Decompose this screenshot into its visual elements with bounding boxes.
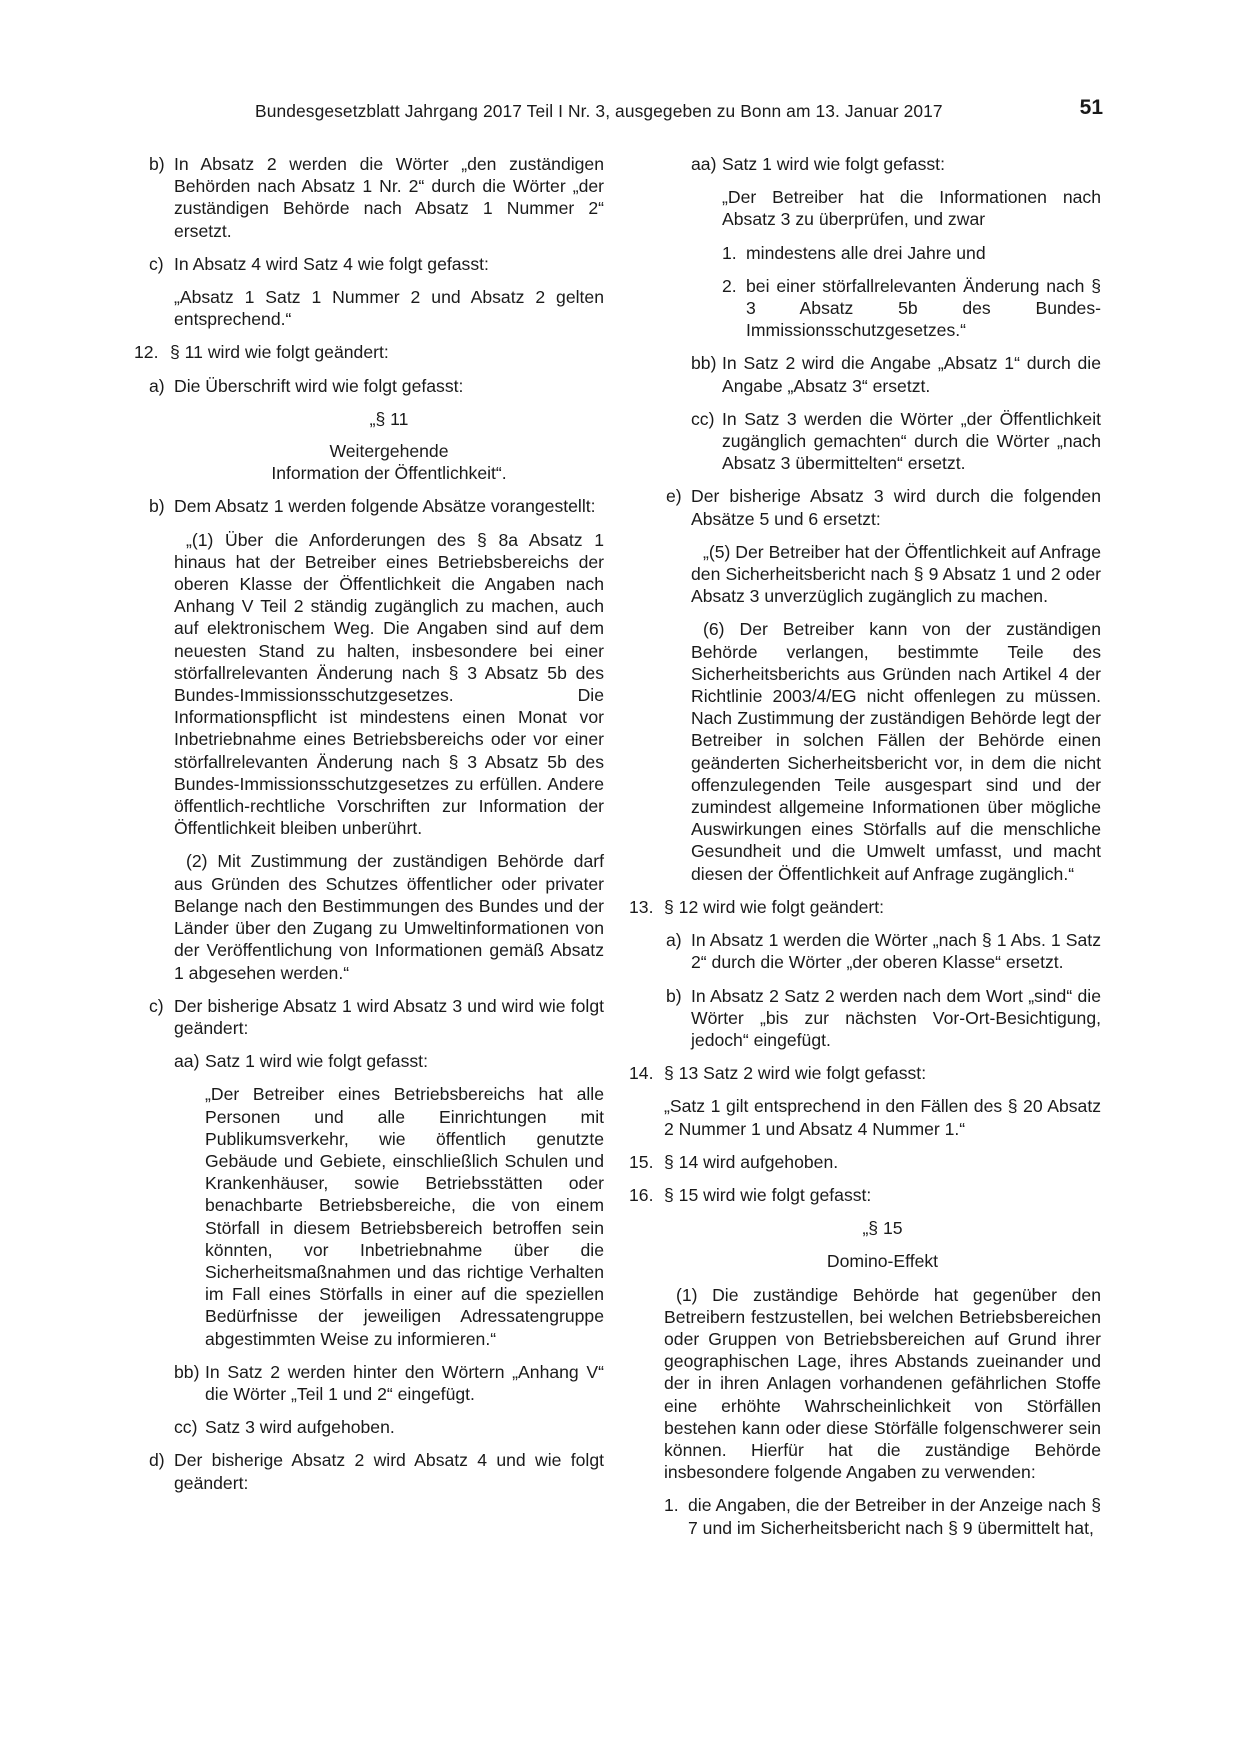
item-label: 1. — [722, 242, 737, 263]
item-label: b) — [149, 496, 165, 517]
item-label: a) — [149, 375, 165, 396]
item-label: bb) — [174, 1361, 200, 1382]
item-label: d) — [149, 1450, 165, 1471]
item-label: cc) — [174, 1417, 198, 1438]
amendment-item — [629, 1184, 1101, 1206]
quoted-text: „Satz 1 gilt entsprechend in den Fällen des § 20 Absatz 2 Nummer 1 und Absatz 4 Nummer 1.“ — [664, 1096, 1101, 1139]
section-heading: Domino-Effekt — [826, 1251, 939, 1272]
item-label: c) — [149, 253, 164, 274]
amendment-subitem — [174, 1050, 604, 1072]
section-number: „§ 15 — [862, 1218, 903, 1239]
amendment-subitem — [691, 352, 1101, 396]
amendment-item — [629, 1062, 1101, 1084]
item-text: In Satz 3 werden die Wörter „der Öffentlichkeit zugänglich gemachten“ durch die Wörter „nach Absatz 3 übermittelten“ ersetzt. — [722, 408, 1101, 474]
item-text: In Absatz 1 werden die Wörter „nach § 1 Abs. 1 Satz 2“ durch die Wörter „der oberen Klasse“ ersetzt. — [691, 930, 1101, 973]
item-text: § 12 wird wie folgt geändert: — [664, 896, 885, 917]
item-label: 14. — [629, 1063, 654, 1084]
item-label: aa) — [691, 154, 717, 174]
quoted-text: „Der Betreiber eines Betriebsbereichs hat alle Personen und alle Einrichtungen mit Publikumsverkehr, wie öffentlich genutzte Gebäude und Gebiete, einschließlich Schulen und Krankenhäuser, sowie Betriebsstätten oder benachbarte Betriebsbereiche, die von einem Störfall in diesem Betriebsbereich betroffen sein könnten, vor Inbetriebnahme über die Sicherheitsmaßnahmen und das richtige Verhalten im Fall eines Störfalls in einer auf die speziellen Bedürfnisse der jeweiligen Adressatengruppe abgestimmten Weise zu informieren.“ — [205, 1084, 604, 1349]
item-text: Der bisherige Absatz 1 wird Absatz 3 und wird wie folgt geändert: — [174, 995, 604, 1038]
amendment-item — [666, 985, 1101, 1052]
item-text: bei einer störfallrelevanten Änderung nach § 3 Absatz 5b des Bundes-Immissionsschutzgesetzes.“ — [746, 275, 1101, 341]
item-label: bb) — [691, 353, 717, 374]
item-text: Die Überschrift wird wie folgt gefasst: — [174, 375, 464, 396]
item-text: In Satz 2 wird die Angabe „Absatz 1“ durch die Angabe „Absatz 3“ ersetzt. — [722, 353, 1101, 396]
item-text: § 14 wird aufgehoben. — [664, 1151, 839, 1172]
item-label: aa) — [174, 1051, 200, 1072]
amendment-item — [134, 341, 604, 363]
quoted-paragraph: (2) Mit Zustimmung der zuständigen Behörde darf aus Gründen des Schutzes öffentlicher oder privater Belange nach den Bestimmungen des Bundes und der Länder über den Zugang zu Umweltinformationen von der Veröffentlichung von Informationen gemäß Absatz 1 abgesehen werden.“ — [174, 851, 604, 983]
amendment-item — [149, 153, 604, 242]
page-number: 51 — [1079, 96, 1103, 119]
quoted-paragraph: „(5) Der Betreiber hat der Öffentlichkeit auf Anfrage den Sicherheitsbericht nach § 9 Absatz 1 und 2 oder Absatz 3 unverzüglich zugänglich zu machen. — [691, 541, 1101, 607]
left-column — [134, 153, 604, 1505]
item-text: § 11 wird wie folgt geändert: — [170, 342, 389, 363]
quoted-text: „Absatz 1 Satz 1 Nummer 2 und Absatz 2 gelten entsprechend.“ — [174, 287, 604, 330]
amendment-item — [149, 375, 604, 397]
item-text: Der bisherige Absatz 2 wird Absatz 4 und wie folgt geändert: — [174, 1450, 604, 1493]
item-label: b) — [149, 154, 165, 174]
item-label: a) — [666, 930, 682, 951]
right-column — [629, 153, 1101, 1550]
amendment-item — [629, 896, 1101, 918]
amendment-item — [666, 485, 1101, 529]
amendment-item — [666, 929, 1101, 973]
item-text: § 13 Satz 2 wird wie folgt gefasst: — [664, 1063, 927, 1084]
section-heading: Weitergehende — [329, 441, 449, 462]
item-label: e) — [666, 486, 682, 507]
item-text: § 15 wird wie folgt gefasst: — [664, 1184, 872, 1205]
item-text: Satz 1 wird wie folgt gefasst: — [205, 1051, 428, 1072]
amendment-item — [149, 1449, 604, 1493]
item-text: die Angaben, die der Betreiber in der Anzeige nach § 7 und im Sicherheitsbericht nach § 9 übermittelt hat, — [688, 1495, 1101, 1538]
item-text: In Absatz 2 werden die Wörter „den zuständigen Behörden nach Absatz 1 Nr. 2“ durch die Wörter „der zuständigen Behörde nach Absatz 1 Nummer 2“ ersetzt. — [174, 154, 604, 241]
quoted-text: „Der Betreiber hat die Informationen nach Absatz 3 zu überprüfen, und zwar — [722, 187, 1101, 230]
numbered-list-item — [664, 1494, 1101, 1538]
section-heading: Information der Öffentlichkeit“. — [271, 463, 507, 484]
item-text: Der bisherige Absatz 3 wird durch die folgenden Absätze 5 und 6 ersetzt: — [691, 486, 1101, 529]
amendment-subitem — [691, 408, 1101, 475]
amendment-subitem — [174, 1416, 604, 1438]
amendment-item — [149, 495, 604, 517]
quoted-paragraph: (1) Die zuständige Behörde hat gegenüber den Betreibern festzustellen, bei welchen Betriebsbereichen oder Gruppen von Betriebsbereichen auf Grund ihrer geographischen Lage, ihres Abstands zueinander und der in ihren Anlagen vorhandenen gefährlichen Stoffe eine erhöhte Wahrscheinlichkeit von Störfällen bestehen kann oder diese Störfälle folgenschwerer sein können. Hierfür hat die zuständige Behörde insbesondere folgende Angaben zu verwenden: — [664, 1284, 1101, 1483]
item-label: 1. — [664, 1495, 679, 1516]
item-label: 13. — [629, 896, 654, 917]
item-text: Satz 3 wird aufgehoben. — [205, 1417, 395, 1438]
amendment-item — [629, 1151, 1101, 1173]
item-label: 16. — [629, 1184, 654, 1205]
item-text: mindestens alle drei Jahre und — [746, 242, 986, 263]
item-text: In Absatz 4 wird Satz 4 wie folgt gefasst: — [174, 253, 489, 274]
amendment-subitem — [691, 153, 1101, 175]
item-text: In Satz 2 werden hinter den Wörtern „Anhang V“ die Wörter „Teil 1 und 2“ eingefügt. — [205, 1361, 604, 1404]
item-label: c) — [149, 995, 164, 1016]
item-label: 12. — [134, 342, 159, 363]
numbered-list-item — [722, 275, 1101, 342]
item-label: 2. — [722, 275, 737, 296]
quoted-paragraph: (6) Der Betreiber kann von der zuständigen Behörde verlangen, bestimmte Teile des Sicherheitsberichts aus Gründen nach Artikel 4 der Richtlinie 2003/4/EG nicht offenlegen zu müssen. Nach Zustimmung der zuständigen Behörde legt der Betreiber in solchen Fällen der Behörde einen geänderten Sicherheitsbericht vor, in dem die nicht offenzulegenden Teile ausgespart sind und der zumindest allgemeine Informationen über mögliche Auswirkungen eines Störfalls auf die menschliche Gesundheit und die Umwelt umfasst, und macht diesen der Öffentlichkeit auf Anfrage zugänglich.“ — [691, 619, 1101, 884]
amendment-item — [149, 253, 604, 275]
item-label: 15. — [629, 1151, 654, 1172]
page-header: Bundesgesetzblatt Jahrgang 2017 Teil I Nr. 3, ausgegeben zu Bonn am 13. Januar 2017 — [255, 101, 943, 121]
item-label: cc) — [691, 408, 715, 429]
item-text: Satz 1 wird wie folgt gefasst: — [722, 154, 945, 174]
numbered-list-item — [722, 242, 1101, 264]
item-text: In Absatz 2 Satz 2 werden nach dem Wort „sind“ die Wörter „bis zur nächsten Vor-Ort-Besichtigung, jedoch“ eingefügt. — [691, 985, 1101, 1050]
amendment-item — [149, 995, 604, 1039]
section-number: „§ 11 — [369, 408, 409, 429]
quoted-paragraph: „(1) Über die Anforderungen des § 8a Absatz 1 hinaus hat der Betreiber eines Betriebsbereichs der oberen Klasse der Öffentlichkeit die Angaben nach Anhang V Teil 2 ständig zugänglich zu machen, auch auf elektronischem Weg. Die Angaben sind auf dem neuesten Stand zu halten, insbesondere bei einer störfallrelevanten Änderung nach § 3 Absatz 5b des Bundes-Immissionsschutzgesetzes. Die Informationspflicht ist mindestens einen Monat vor Inbetriebnahme eines Betriebsbereichs oder vor einer störfallrelevanten Änderung nach § 3 Absatz 5b des Bundes-Immissionsschutzgesetzes zu erfüllen. Andere öffentlich-rechtliche Vorschriften zur Information der Öffentlichkeit bleiben unberührt. — [174, 529, 604, 839]
item-text: Dem Absatz 1 werden folgende Absätze vorangestellt: — [174, 496, 596, 517]
item-label: b) — [666, 985, 682, 1006]
amendment-subitem — [174, 1361, 604, 1405]
